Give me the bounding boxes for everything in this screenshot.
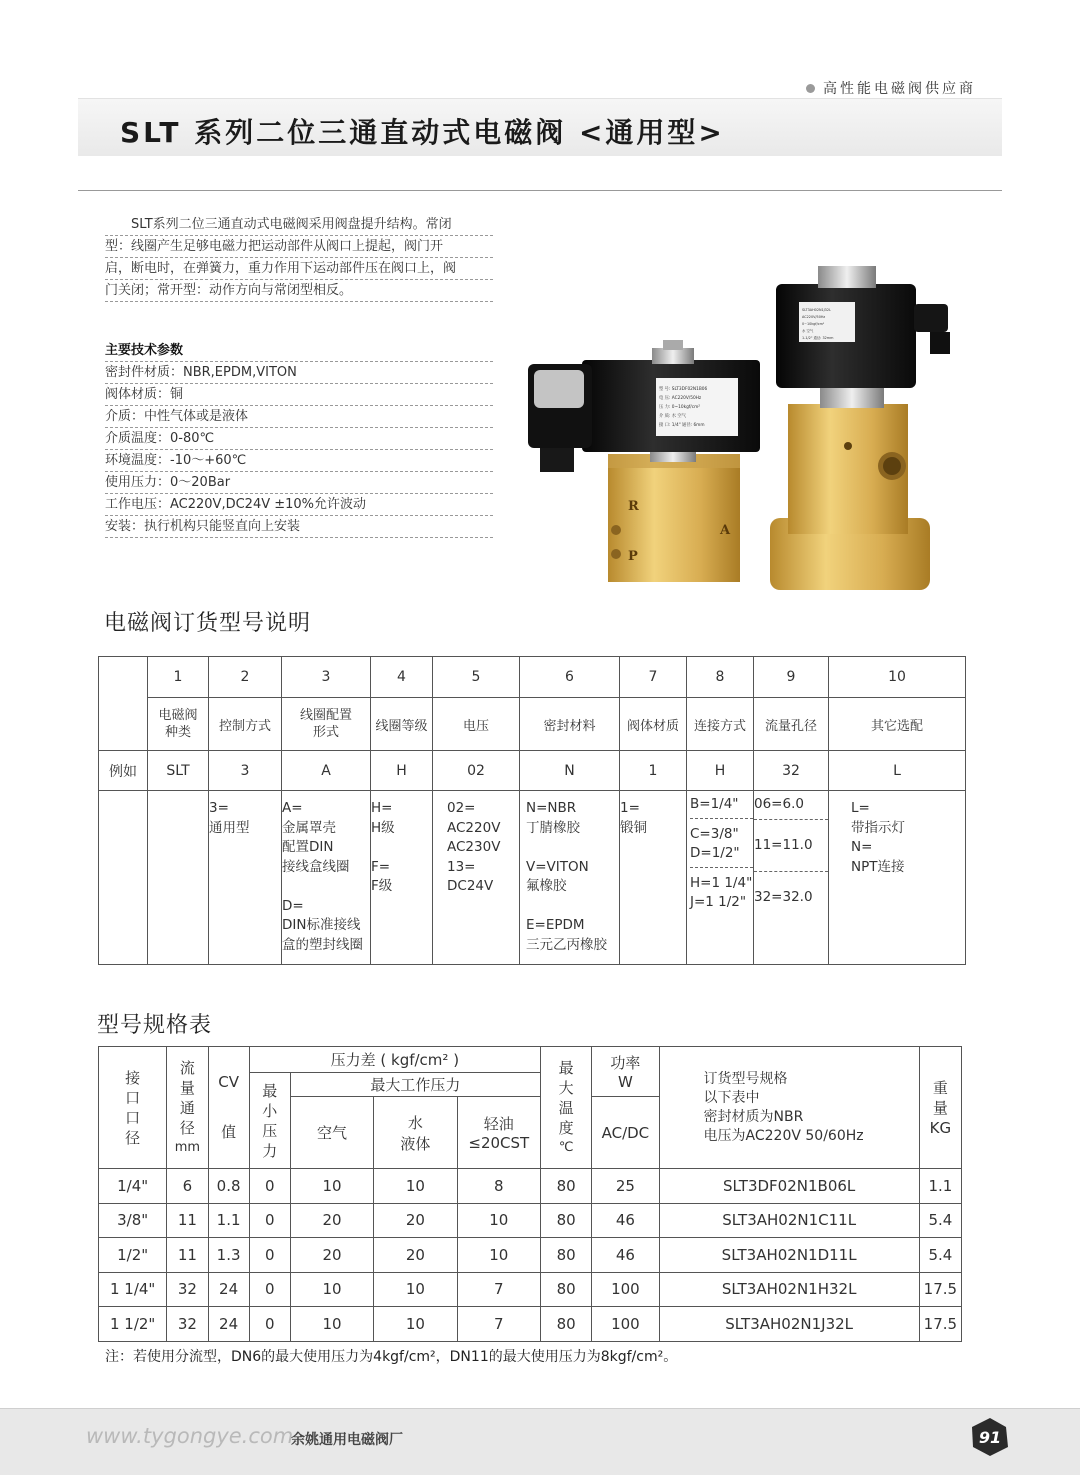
option-divider — [754, 871, 828, 872]
large-label-line: AC220V/50Hz — [802, 315, 826, 319]
position-number: 6 — [520, 657, 620, 698]
product-photos — [520, 258, 960, 598]
param-item: 介质温度：0-80℃ — [105, 428, 493, 450]
spec-cell: 0 — [249, 1238, 290, 1273]
option-line: J=1 1/2" — [690, 894, 747, 910]
port-p-mark: P — [628, 549, 638, 564]
option-line: 带指示灯 — [851, 819, 905, 836]
position-number: 4 — [371, 657, 433, 698]
body-material-options — [620, 791, 687, 965]
option-divider — [690, 867, 753, 868]
spec-section-title: 型号规格表 — [97, 1013, 213, 1038]
intro-line: 门关闭；常开型：动作方向与常闭型相反。 — [105, 280, 493, 302]
option-spacer — [526, 897, 619, 917]
option-line: N= — [851, 839, 873, 855]
spec-cell: 3/8" — [99, 1203, 167, 1238]
factory-name: 余姚通用电磁阀厂 — [291, 1432, 403, 1448]
small-label-line: 介 质: 水 空气 — [659, 414, 687, 419]
spec-table — [98, 1046, 962, 1342]
option-line: 02= — [447, 800, 476, 816]
spec-cell: 46 — [592, 1203, 659, 1238]
option-line: 金属罩壳 — [282, 819, 336, 836]
bullet-dot-icon — [806, 84, 815, 93]
option-line: C=3/8" — [690, 825, 739, 842]
table-row — [99, 1203, 962, 1238]
spec-cell: 7 — [457, 1307, 540, 1342]
param-item: 密封件材质：NBR,EPDM,VITON — [105, 362, 493, 384]
large-valve-illustration — [770, 266, 950, 590]
position-number: 8 — [687, 657, 754, 698]
example-value: 02 — [433, 751, 520, 791]
spec-cell: 20 — [374, 1203, 457, 1238]
spec-cell: 25 — [592, 1169, 659, 1204]
air-header: 空气 — [290, 1097, 373, 1169]
supplier-tagline — [806, 78, 976, 98]
coil-class-options — [371, 791, 433, 965]
position-number: 1 — [148, 657, 209, 698]
option-line: 通用型 — [209, 819, 250, 836]
option-line: D=1/2" — [690, 845, 740, 861]
spec-cell: SLT3AH02N1J32L — [659, 1307, 919, 1342]
ordering-table — [98, 656, 966, 965]
example-value: L — [829, 751, 966, 791]
option-line: 3= — [209, 800, 229, 816]
page-number: 91 — [978, 1428, 1002, 1447]
spec-cell: 100 — [592, 1307, 659, 1342]
ordering-name-row — [99, 698, 966, 751]
option-line: 06=6.0 — [754, 796, 804, 812]
intro-line: SLT系列二位三通直动式电磁阀采用阀盘提升结构。常闭 — [105, 214, 493, 236]
min-pressure-header: 最小压力 — [249, 1073, 290, 1169]
spec-cell: 7 — [457, 1272, 540, 1307]
position-name: 连接方式 — [687, 698, 754, 751]
example-value: 3 — [209, 751, 282, 791]
position-name: 电磁阀 种类 — [148, 698, 209, 751]
position-name: 阀体材质 — [620, 698, 687, 751]
spec-cell: 6 — [167, 1169, 208, 1204]
option-line: A= — [282, 800, 303, 816]
port-a-mark: A — [720, 523, 731, 538]
spec-cell: 17.5 — [919, 1307, 961, 1342]
param-item: 工作电压：AC220V,DC24V ±10%允许波动 — [105, 494, 493, 516]
spec-cell: 5.4 — [919, 1238, 961, 1273]
spec-cell: 17.5 — [919, 1272, 961, 1307]
example-label: 例如 — [99, 751, 148, 791]
flow-diameter-header: 流量通径 mm — [167, 1047, 208, 1169]
spec-cell: SLT3DF02N1B06L — [659, 1169, 919, 1204]
ordering-number-row — [99, 657, 966, 698]
param-item: 介质：中性气体或是液体 — [105, 406, 493, 428]
position-name: 控制方式 — [209, 698, 282, 751]
option-line: H级 — [371, 819, 395, 836]
max-temp-header: 最大温度 ℃ — [541, 1047, 592, 1169]
spec-cell: 80 — [541, 1203, 592, 1238]
option-line: 11=11.0 — [754, 836, 813, 853]
spec-cell: 20 — [290, 1203, 373, 1238]
params-title: 主要技术参数 — [105, 340, 493, 362]
option-line: N=NBR — [526, 800, 577, 816]
spec-cell: 1.1 — [208, 1203, 249, 1238]
position-name: 流量孔径 — [754, 698, 829, 751]
example-value: H — [687, 751, 754, 791]
option-spacer — [526, 838, 619, 858]
example-value: A — [282, 751, 371, 791]
option-divider — [690, 818, 753, 819]
spec-cell: 1 1/4" — [99, 1272, 167, 1307]
param-item: 阀体材质：铜 — [105, 384, 493, 406]
page-title: SLT 系列二位三通直动式电磁阀 <通用型> — [120, 116, 725, 149]
option-line: DC24V — [447, 878, 494, 894]
option-spacer — [371, 838, 432, 858]
spec-cell: 100 — [592, 1272, 659, 1307]
large-label-line: 1-1/2" 通径: 32mm — [802, 336, 834, 340]
intro-line: 型：线圈产生足够电磁力把运动部件从阀口上提起，阀门开 — [105, 236, 493, 258]
large-label-line: 0~10kgf/cm² — [802, 322, 825, 326]
blank-cell — [148, 791, 209, 965]
spec-cell: 80 — [541, 1272, 592, 1307]
small-label-line: 压 力: 0~10kgf/cm² — [659, 405, 701, 410]
supplier-text: 高性能电磁阀供应商 — [823, 81, 976, 97]
title-divider — [78, 190, 1002, 191]
page-footer — [0, 1408, 1080, 1475]
pressure-diff-header: 压力差 ( kgf/cm² ) — [249, 1047, 540, 1073]
option-spacer — [282, 877, 370, 897]
orifice-options — [754, 791, 829, 965]
large-label-line: 水 空气 — [802, 329, 814, 333]
example-value: H — [371, 751, 433, 791]
intro-paragraph — [105, 214, 493, 302]
spec-cell: 80 — [541, 1169, 592, 1204]
spec-cell: 0 — [249, 1169, 290, 1204]
position-number: 7 — [620, 657, 687, 698]
spec-cell: 1.3 — [208, 1238, 249, 1273]
cv-header: CV 值 — [208, 1047, 249, 1169]
blank-cell — [99, 791, 148, 965]
param-item: 环境温度：-10～+60℃ — [105, 450, 493, 472]
spec-cell: SLT3AH02N1H32L — [659, 1272, 919, 1307]
connection-options — [687, 791, 754, 965]
control-options — [209, 791, 282, 965]
small-label-line: 接 口: 1/4" 通径: 6mm — [659, 423, 705, 428]
position-number: 10 — [829, 657, 966, 698]
spec-cell: 1/4" — [99, 1169, 167, 1204]
spec-cell: 10 — [374, 1307, 457, 1342]
oil-header: 轻油 ≤20CST — [457, 1097, 540, 1169]
option-line: F级 — [371, 878, 393, 894]
spec-cell: 10 — [374, 1272, 457, 1307]
spec-cell: 20 — [374, 1238, 457, 1273]
spec-cell: 32 — [167, 1307, 208, 1342]
option-line: NPT连接 — [851, 858, 905, 875]
small-valve-illustration — [528, 340, 760, 582]
spec-cell: 10 — [374, 1169, 457, 1204]
example-value: SLT — [148, 751, 209, 791]
position-number: 5 — [433, 657, 520, 698]
blank-cell — [99, 657, 148, 751]
spec-cell: SLT3AH02N1C11L — [659, 1203, 919, 1238]
spec-cell: SLT3AH02N1D11L — [659, 1238, 919, 1273]
option-line: 1= — [620, 800, 640, 816]
option-line: 盒的塑封线圈 — [282, 936, 363, 953]
position-name: 密封材料 — [520, 698, 620, 751]
small-label-line: 型 号: SLT3DF02N1B06 — [659, 387, 708, 392]
table-row — [99, 1238, 962, 1273]
spec-cell: 80 — [541, 1307, 592, 1342]
small-label-line: 电 压: AC220V/50Hz — [659, 396, 702, 401]
option-divider — [754, 819, 828, 820]
table-row — [99, 1272, 962, 1307]
intro-line: 启，断电时，在弹簧力，重力作用下运动部件压在阀口上，阀 — [105, 258, 493, 280]
example-value: N — [520, 751, 620, 791]
spec-cell: 10 — [290, 1307, 373, 1342]
option-line: 13= — [447, 858, 476, 875]
option-line: D= — [282, 897, 304, 914]
ordering-example-row — [99, 751, 966, 791]
spec-cell: 1 1/2" — [99, 1307, 167, 1342]
option-line: 接线盒线圈 — [282, 858, 350, 875]
acdc-header: AC/DC — [592, 1097, 659, 1169]
option-line: 锻铜 — [620, 819, 647, 836]
option-line: AC230V — [447, 839, 501, 855]
spec-cell: 24 — [208, 1307, 249, 1342]
option-line: DIN标准接线 — [282, 917, 361, 933]
spec-cell: 0.8 — [208, 1169, 249, 1204]
spec-cell: 1.1 — [919, 1169, 961, 1204]
param-item: 使用压力：0～20Bar — [105, 472, 493, 494]
spec-cell: 0 — [249, 1307, 290, 1342]
position-name: 线圈配置 形式 — [282, 698, 371, 751]
spec-cell: 11 — [167, 1203, 208, 1238]
spec-cell: 0 — [249, 1272, 290, 1307]
ordering-options-row — [99, 791, 966, 965]
max-work-pressure-header: 最大工作压力 — [290, 1073, 540, 1097]
spec-cell: 8 — [457, 1169, 540, 1204]
table-row — [99, 1169, 962, 1204]
extra-options — [829, 791, 966, 965]
power-header: 功率 W — [592, 1047, 659, 1097]
port-size-header: 接口口径 — [99, 1047, 167, 1169]
option-line: E=EPDM — [526, 917, 585, 933]
option-line: 氟橡胶 — [526, 878, 567, 894]
position-number: 2 — [209, 657, 282, 698]
seal-options — [520, 791, 620, 965]
spec-cell: 10 — [290, 1169, 373, 1204]
spec-cell: 24 — [208, 1272, 249, 1307]
position-name: 电压 — [433, 698, 520, 751]
spec-cell: 32 — [167, 1272, 208, 1307]
option-line: F= — [371, 858, 391, 875]
option-line: 32=32.0 — [754, 889, 813, 905]
position-name: 线圈等级 — [371, 698, 433, 751]
spec-cell: 46 — [592, 1238, 659, 1273]
option-line: H=1 1/4" — [690, 874, 753, 891]
voltage-options — [433, 791, 520, 965]
spec-cell: 1/2" — [99, 1238, 167, 1273]
option-line: H= — [371, 800, 393, 816]
website-url[interactable]: www.tygongye.com — [86, 1424, 294, 1448]
page-number-badge — [970, 1417, 1010, 1457]
option-line: 三元乙丙橡胶 — [526, 936, 607, 953]
param-item: 安装：执行机构只能竖直向上安装 — [105, 516, 493, 538]
example-value: 1 — [620, 751, 687, 791]
coil-config-options — [282, 791, 371, 965]
option-line: V=VITON — [526, 858, 589, 875]
spec-cell: 0 — [249, 1203, 290, 1238]
table-row — [99, 1307, 962, 1342]
spec-cell: 10 — [457, 1203, 540, 1238]
large-din-connector — [914, 304, 948, 332]
option-line: 配置DIN — [282, 839, 334, 855]
tech-params — [105, 340, 493, 538]
model-header: 订货型号规格 以下表中 密封材质为NBR 电压为AC220V 50/60Hz — [659, 1047, 919, 1169]
large-label-line: SLT3AH02N1J32L — [802, 308, 831, 312]
position-name: 其它选配 — [829, 698, 966, 751]
title-bar — [78, 98, 1002, 156]
spec-cell: 5.4 — [919, 1203, 961, 1238]
spec-cell: 10 — [457, 1238, 540, 1273]
spec-cell: 80 — [541, 1238, 592, 1273]
option-line: 丁腈橡胶 — [526, 819, 580, 836]
weight-header: 重量 KG — [919, 1047, 961, 1169]
spec-cell: 10 — [290, 1272, 373, 1307]
position-number: 9 — [754, 657, 829, 698]
option-line: B=1/4" — [690, 796, 739, 812]
position-number: 3 — [282, 657, 371, 698]
option-line: AC220V — [447, 819, 501, 836]
water-header: 水 液体 — [374, 1097, 457, 1169]
port-r-mark: R — [628, 499, 639, 514]
example-value: 32 — [754, 751, 829, 791]
spec-cell: 11 — [167, 1238, 208, 1273]
ordering-section-title: 电磁阀订货型号说明 — [104, 611, 312, 636]
footnote: 注：若使用分流型，DN6的最大使用压力为4kgf/cm²，DN11的最大使用压力为8kgf/cm²。 — [105, 1349, 678, 1365]
spec-cell: 20 — [290, 1238, 373, 1273]
option-line: L= — [851, 800, 870, 816]
